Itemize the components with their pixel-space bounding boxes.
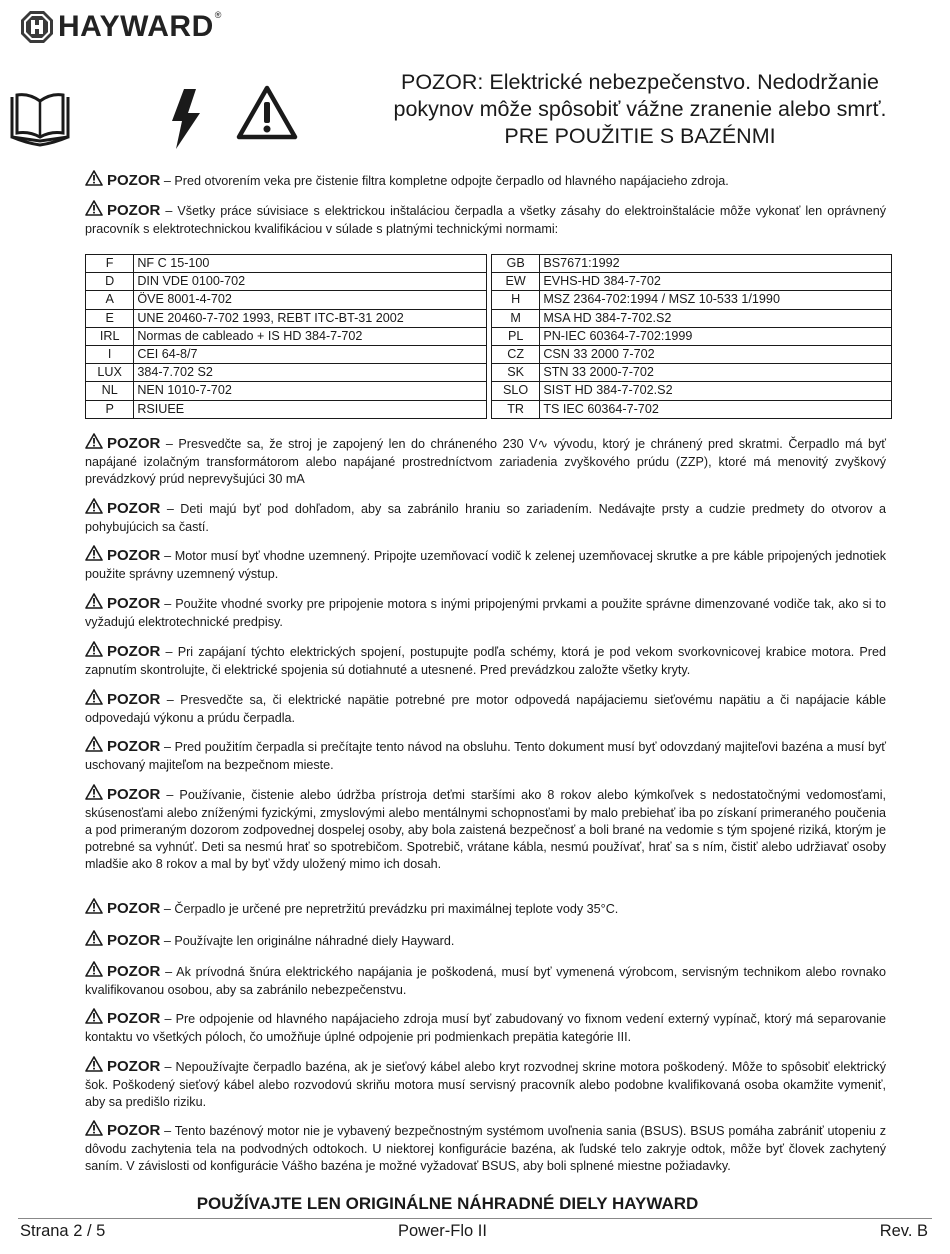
pozor-label: POZOR [107, 172, 161, 189]
warning-item [85, 545, 886, 583]
country-code: GB [491, 255, 539, 273]
standard-name: UNE 20460-7-702 1993, REBT ITC-BT-31 2002 [134, 309, 487, 327]
pozor-label: POZOR [107, 1010, 161, 1027]
warning-icon [85, 170, 103, 191]
standards-row [86, 255, 892, 273]
warning-body: – Nepoužívajte čerpadlo bazéna, ak je sieťový kábel alebo kryt rozvodnej skrine motora poškodený. Môže to spôsobiť elektrický šok. Poškodený sieťový kábel alebo rozvodovú skriňu motora musí servisný pracovník alebo podobne kvalifikovaná osoba okamžite vymeniť, aby sa predišlo riziku. [85, 1060, 886, 1109]
country-code: A [86, 291, 134, 309]
warning-icon [85, 736, 103, 757]
warning-text [85, 200, 886, 238]
pozor-label: POZOR [107, 900, 161, 917]
warning-body: – Pred použitím čerpadla si prečítajte tento návod na obsluhu. Tento dokument musí byť odovzdaný majiteľovi bazéna a musí byť uschovaný majiteľom na bezpečnom mieste. [85, 740, 886, 772]
standards-row [86, 400, 892, 418]
standards-row [86, 291, 892, 309]
country-code: PL [491, 327, 539, 345]
warning-text [85, 784, 886, 873]
standards-row [86, 345, 892, 363]
pozor-label: POZOR [107, 1122, 161, 1139]
warning-icon [85, 961, 103, 982]
country-code: IRL [86, 327, 134, 345]
standards-row [86, 309, 892, 327]
standard-name: BS7671:1992 [540, 255, 892, 273]
warning-text [85, 641, 886, 679]
warning-text [85, 1120, 886, 1175]
warning-item [85, 1120, 886, 1175]
standards-row [86, 273, 892, 291]
warning-icon [85, 641, 103, 662]
country-code: D [86, 273, 134, 291]
warning-icon [85, 593, 103, 614]
warning-body: – Presvedčte sa, či elektrické napätie potrebné pre motor odpovedá napájaciemu sieťovému napätiu a či napájacie káble odpovedajú výkonu a prúdu čerpadla. [85, 693, 886, 725]
headline-line-1: POZOR: Elektrické nebezpečenstvo. Nedodržanie [400, 70, 879, 94]
standard-name: NEN 1010-7-702 [134, 382, 487, 400]
country-code: E [86, 309, 134, 327]
page-number: Strana 2 / 5 [20, 1222, 106, 1240]
warning-item [85, 1008, 886, 1046]
pozor-label: POZOR [107, 643, 161, 660]
standard-name: EVHS-HD 384-7-702 [540, 273, 892, 291]
warning-text [85, 1056, 886, 1111]
warning-body: – Pred otvorením veka pre čistenie filtra kompletne odpojte čerpadlo od hlavného napájacieho zdroja. [163, 174, 729, 188]
pozor-label: POZOR [107, 595, 161, 612]
warning-body: – Deti majú byť pod dohľadom, aby sa zabránilo hraniu so zariadením. Nedávajte prsty a cudzie predmety do otvorov a pohybujúcich sa častí. [85, 502, 887, 534]
warning-body: – Tento bazénový motor nie je vybavený bezpečnostným systémom uvoľnenia sania (BSUS). BSUS pomáha zabrániť utopeniu z dôvodu zachytenia tela na podvodných odtokoch. U niektorej konfigurácie bazéna, ak ľudské telo zakryje odtok, môže byť človek zachytený saním. V závislosti od konfigurácie Vášho bazéna je možné vyžadovať BSUS, aby boli splnené miestne požiadavky. [85, 1124, 886, 1173]
country-code: SK [491, 364, 539, 382]
warning-item [85, 200, 886, 238]
warning-body: – Ak prívodná šnúra elektrického napájania je poškodená, musí byť vymenená výrobcom, servisným technikom alebo rovnako kvalifikovanou osobou, aby sa zabránilo nebezpečenstvu. [85, 965, 886, 997]
warning-text [85, 1008, 886, 1046]
country-code: EW [491, 273, 539, 291]
hayward-emblem-icon [20, 10, 54, 44]
warning-text [85, 898, 886, 919]
warning-item [85, 170, 886, 191]
model-name: Power-Flo II [398, 1222, 487, 1240]
standard-name: RSIUEE [134, 400, 487, 418]
warning-text [85, 593, 886, 631]
read-manual-icon [8, 93, 72, 147]
warning-body: – Pre odpojenie od hlavného napájacieho zdroja musí byť zabudovaný vo fixnom vedení externý vypínač, ktorý má separovanie kontaktu vo všetkých póloch, čo umožňuje úplné odpojenie pri podmienkach prepätia kategórie III. [85, 1012, 886, 1044]
country-code: P [86, 400, 134, 418]
warning-text [85, 545, 886, 583]
warning-item [85, 961, 886, 999]
standard-name: TS IEC 60364-7-702 [540, 400, 892, 418]
warning-body: – Používanie, čistenie alebo údržba prístroja deťmi staršími ako 8 rokov alebo kýmkoľvek s nedostatočnými vedomosťami, skúsenosťami alebo zníženými fyzickými, zmyslovými alebo mentálnymi schopnosťami by malo prebiehať iba po získaní primeraného poučenia a pod primeraným dozorom zodpovednej dospelej osoby, aby bola zaistená bezpečnosť a boli brané na vedomie s tým spojené riziká, ktorým je potrebné sa vyhnúť. Deti sa nesmú hrať so spotrebičom. Spotrebič, vrátane kábla, nesmú používať, hrať sa s ním, čistiť alebo udržiavať osoby mladšie ako 8 rokov a mal by byť vždy uložený mimo ich dosah. [85, 788, 887, 871]
standards-row [86, 327, 892, 345]
warning-icon [85, 784, 103, 805]
warning-text [85, 498, 886, 536]
standard-name: STN 33 2000-7-702 [540, 364, 892, 382]
warning-text [85, 433, 886, 488]
danger-headline [330, 69, 950, 150]
country-code: TR [491, 400, 539, 418]
warning-body: – Čerpadlo je určené pre nepretržitú prevádzku pri maximálnej teplote vody 35°C. [163, 902, 619, 916]
standard-name: MSA HD 384-7-702.S2 [540, 309, 892, 327]
country-code: NL [86, 382, 134, 400]
standard-name: CSN 33 2000 7-702 [540, 345, 892, 363]
country-code: LUX [86, 364, 134, 382]
country-code: F [86, 255, 134, 273]
standard-name: ÖVE 8001-4-702 [134, 291, 487, 309]
warning-item [85, 784, 886, 873]
warning-icon [85, 930, 103, 951]
warning-item [85, 498, 886, 536]
warning-text [85, 689, 886, 727]
warning-icon [236, 85, 298, 141]
warning-item [85, 593, 886, 631]
pozor-label: POZOR [107, 1058, 161, 1075]
pozor-label: POZOR [107, 691, 161, 708]
warning-text [85, 930, 886, 951]
warning-item [85, 433, 886, 488]
pozor-label: POZOR [107, 963, 161, 980]
warning-body: – Použite vhodné svorky pre pripojenie motora s inými pripojenými prvkami a použite správne dimenzované vodiče tak, ako si to vyžadujú elektrotechnické predpisy. [85, 597, 886, 629]
warning-icon [85, 498, 103, 519]
pozor-label: POZOR [107, 786, 161, 803]
warning-body: – Pri zapájaní týchto elektrických spojení, postupujte podľa schémy, ktorá je pod vekom svorkovnicovej krabice motora. Pred zapnutím skontrolujte, či elektrické spojenia sú dotiahnuté a utesnené. Pred prevádzkou založte všetky kryty. [85, 645, 887, 677]
warning-icon [85, 898, 103, 919]
country-code: CZ [491, 345, 539, 363]
standard-name: NF C 15-100 [134, 255, 487, 273]
warning-item [85, 1056, 886, 1111]
standard-name: PN-IEC 60364-7-702:1999 [540, 327, 892, 345]
standard-name: SIST HD 384-7-702.S2 [540, 382, 892, 400]
warning-item [85, 930, 886, 951]
country-code: I [86, 345, 134, 363]
country-code: H [491, 291, 539, 309]
warning-body: – Presvedčte sa, že stroj je zapojený len do chráneného 230 V∿ vývodu, ktorý je chránený pred skratmi. Čerpadlo má byť napájané izolačným transformátorom alebo napájané prostredníctvom zariadenia zvyškového prúdu (ZZP), ktoré má menovitý zvyškový prevádzkový prúd neprevyšujúci 30 mA [85, 437, 886, 486]
standards-row [86, 364, 892, 382]
headline-line-3: PRE POUŽITIE S BAZÉNMI [504, 124, 776, 148]
warning-icon [85, 1056, 103, 1077]
original-parts-note: POUŽÍVAJTE LEN ORIGINÁLNE NÁHRADNÉ DIELY HAYWARD [196, 1194, 699, 1213]
warning-icon [85, 200, 103, 221]
standards-table [85, 254, 892, 419]
warning-text [85, 170, 886, 191]
warning-icon [85, 689, 103, 710]
pozor-label: POZOR [107, 547, 161, 564]
revision: Rev. B [879, 1222, 928, 1240]
warning-text [85, 736, 886, 774]
warning-icon [85, 1008, 103, 1029]
standard-name: Normas de cableado + IS HD 384-7-702 [134, 327, 487, 345]
warning-body: – Motor musí byť vhodne uzemnený. Pripojte uzemňovací vodič k zelenej uzemňovacej skrutke a pre káble pripojených jednotiek použite správny uzemnený výstup. [85, 549, 887, 581]
warning-item [85, 898, 886, 919]
headline-line-2: pokynov môže spôsobiť vážne zranenie alebo smrť. [393, 97, 887, 121]
warning-icon [85, 545, 103, 566]
registered-mark: ® [214, 10, 222, 20]
warning-icon [85, 1120, 103, 1141]
warning-text [85, 961, 886, 999]
hayward-logo [20, 10, 221, 44]
pozor-label: POZOR [107, 202, 161, 219]
warning-body: – Používajte len originálne náhradné diely Hayward. [163, 934, 455, 948]
brand-name: HAYWARD [58, 10, 214, 43]
footer-divider [18, 1218, 932, 1219]
standard-name: DIN VDE 0100-702 [134, 273, 487, 291]
standard-name: MSZ 2364-702:1994 / MSZ 10-533 1/1990 [540, 291, 892, 309]
electric-hazard-icon [166, 87, 206, 151]
pozor-label: POZOR [107, 738, 161, 755]
pozor-label: POZOR [107, 500, 161, 517]
warning-item [85, 641, 886, 679]
pozor-label: POZOR [107, 932, 161, 949]
warning-item [85, 689, 886, 727]
standard-name: 384-7.702 S2 [134, 364, 487, 382]
pozor-label: POZOR [107, 435, 161, 452]
warning-item [85, 736, 886, 774]
warning-icon [85, 433, 103, 454]
standards-row [86, 382, 892, 400]
country-code: SLO [491, 382, 539, 400]
country-code: M [491, 309, 539, 327]
standard-name: CEI 64-8/7 [134, 345, 487, 363]
warning-body: – Všetky práce súvisiace s elektrickou inštaláciou čerpadla a všetky zásahy do elektroinštalácie môže vykonať len oprávnený pracovník s elektrotechnickou kvalifikáciou v súlade s platnými technickými normami: [85, 204, 887, 236]
